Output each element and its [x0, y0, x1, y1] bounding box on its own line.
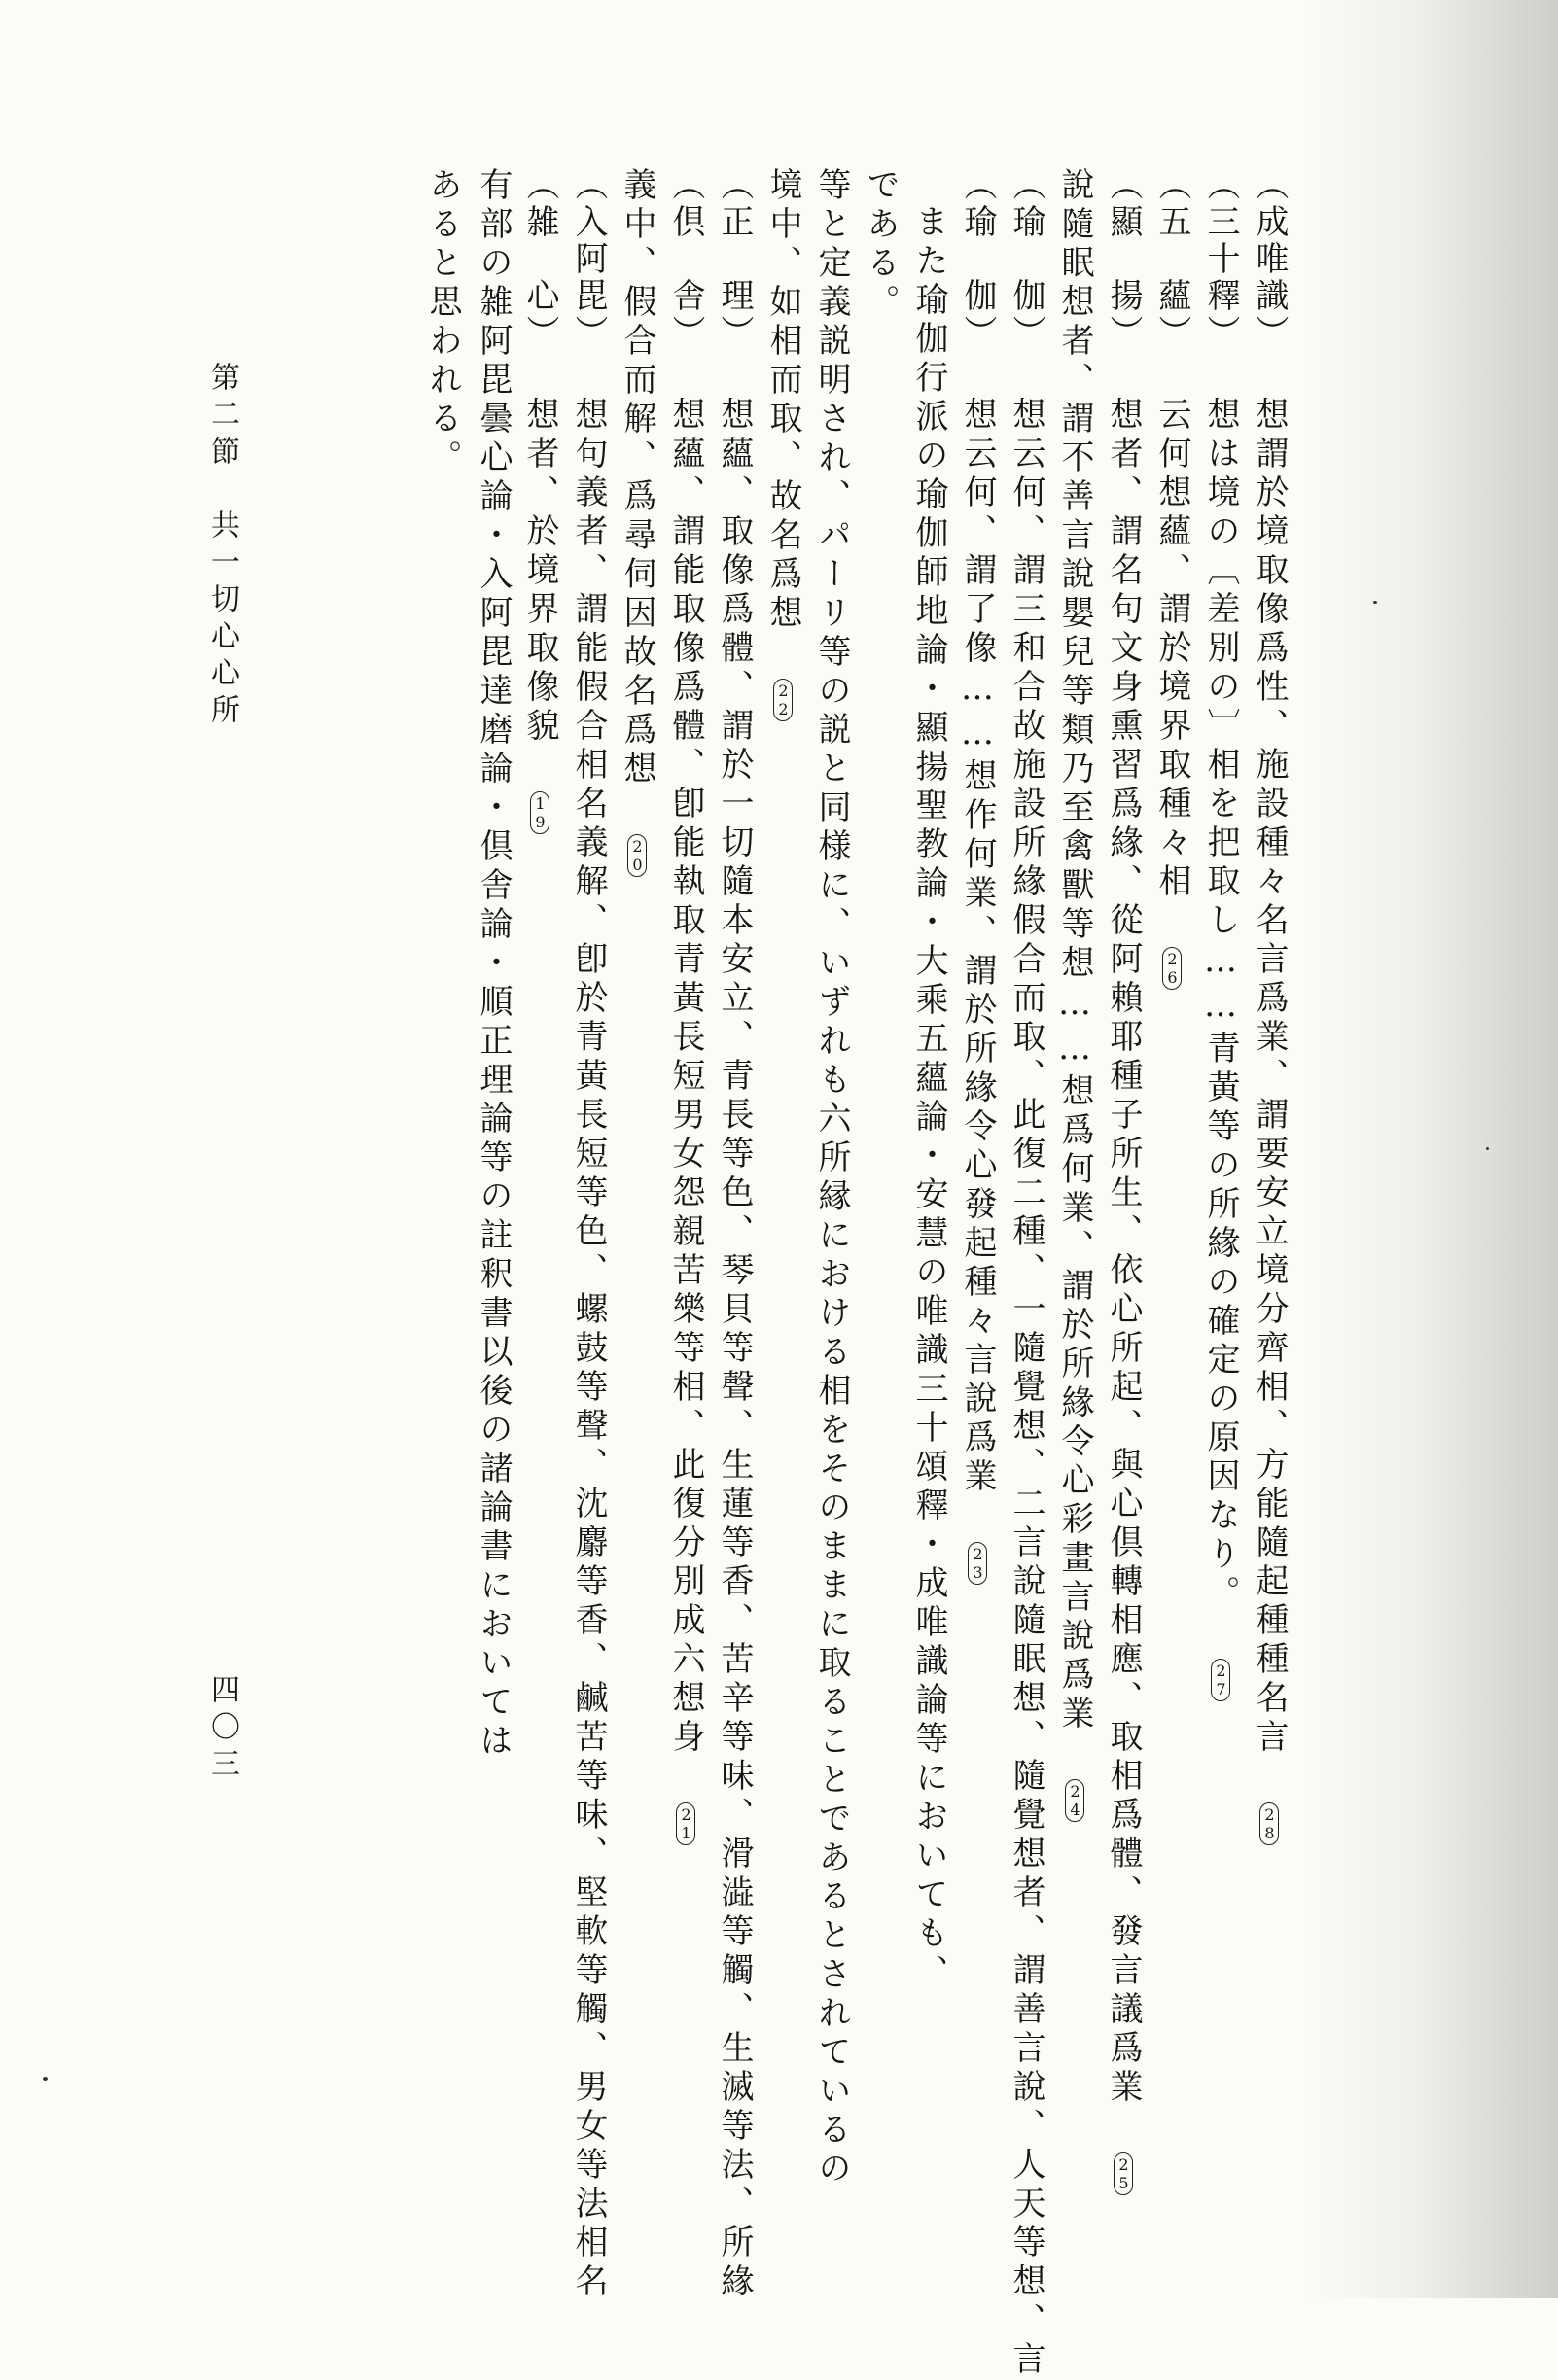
- citation-column: [1009, 167, 1043, 2380]
- footnote-marker: 20: [627, 834, 647, 877]
- source-label: （顯 揚）: [1104, 167, 1143, 352]
- column-text: である。: [861, 167, 900, 323]
- scan-speck: [1486, 1147, 1489, 1150]
- column-text: 境中、如相而取、故名爲想: [763, 167, 802, 634]
- citation-column: [666, 167, 705, 1845]
- column-text: 云何想蘊、謂於境界取種々相: [1152, 397, 1191, 902]
- source-label: （三十釋）: [1201, 167, 1240, 352]
- text-column: [763, 167, 802, 721]
- text-column: [861, 167, 900, 323]
- text-column: [1055, 167, 1094, 1822]
- column-text: 想謂於境取像爲性、施設種々名言爲業、謂要安立境分齊相、方能隨起種種名言: [1250, 397, 1289, 1758]
- footnote-marker: 28: [1259, 1802, 1279, 1845]
- column-text: 想者、於境界取像貌: [520, 397, 559, 747]
- citation-column: [1104, 167, 1143, 2195]
- page-number-block: [200, 1674, 243, 1785]
- footnote-marker: 25: [1114, 2152, 1133, 2195]
- column-text: 等と定義説明され、パーリ等の説と同様に、いずれも六所縁における相をそのままに取ることであるとされているの: [812, 167, 851, 2189]
- footnote-marker: 23: [968, 1542, 987, 1585]
- source-label: （雑 心）: [520, 167, 559, 352]
- column-text: 義中、假合而解、爲尋伺因故名爲想: [618, 167, 656, 789]
- source-label: （瑜 伽）: [1007, 167, 1045, 352]
- section-title: 第二節 共一切心心所: [205, 362, 239, 731]
- footnote-marker: 22: [773, 679, 793, 721]
- column-text: 想蘊、謂能取像爲體、卽能執取青黃長短男女怨親苦樂等相、此復分別成六想身: [666, 397, 705, 1758]
- column-text: あると思われる。: [423, 167, 462, 478]
- citation-column: [569, 167, 608, 2302]
- source-label: （瑜 伽）: [958, 167, 997, 352]
- column-text: 想云何、謂了像……想作何業、謂於所緣令心發起種々言說爲業: [958, 397, 997, 1497]
- citation-column: [1152, 167, 1191, 990]
- page-number: 四〇三: [205, 1674, 239, 1785]
- footnote-marker: 26: [1162, 947, 1182, 990]
- footnote-marker: 19: [530, 791, 549, 834]
- citation-column: [958, 167, 997, 1585]
- scan-shadow: [1305, 0, 1558, 2298]
- column-text: 想者、謂名句文身熏習爲緣、從阿賴耶種子所生、依心所起、與心倶轉相應、取相爲體、發言議爲業: [1104, 397, 1143, 2108]
- text-column: [909, 204, 948, 1993]
- column-text: 想云何、謂三和合故施設所緣假合而取、此復二種、一隨覺想、二言說隨眠想、隨覺想者、謂善言說、人天等想、言: [1007, 397, 1045, 2380]
- footnote-marker: 27: [1211, 1659, 1230, 1701]
- column-text: 想は境の〔差別の〕相を把取し……青黃等の所緣の確定の原因なり。: [1201, 397, 1240, 1614]
- source-label: （成唯識）: [1250, 167, 1289, 352]
- source-label: （五 蘊）: [1152, 167, 1191, 352]
- source-label: （倶 舎）: [666, 167, 705, 352]
- column-text: 說隨眠想者、謂不善言說嬰兒等類乃至禽獸等想……想爲何業、謂於所緣令心彩畫言說爲業: [1055, 167, 1094, 1734]
- citation-column: [1250, 167, 1289, 1845]
- column-text: 想蘊、取像爲體、謂於一切隨本安立、青長等色、琴貝等聲、生蓮等香、苦辛等味、滑澁等觸、生滅等法、所緣: [715, 397, 754, 2302]
- source-label: （入阿毘）: [569, 167, 608, 352]
- text-column: [474, 167, 513, 1762]
- column-text: また瑜伽行派の瑜伽師地論・顯揚聖教論・大乘五蘊論・安慧の唯識三十頌釋・成唯識論等においても、: [909, 204, 948, 1993]
- footnote-marker: 21: [676, 1802, 695, 1845]
- footnote-marker: 24: [1065, 1779, 1084, 1822]
- scan-speck: [1373, 601, 1377, 604]
- text-column: [812, 167, 851, 2189]
- source-label: （正 理）: [715, 167, 754, 352]
- text-column: [620, 167, 654, 877]
- citation-column: [1201, 167, 1240, 1701]
- column-text: 有部の雑阿毘曇心論・入阿毘達磨論・倶舎論・順正理論等の註釈書以後の諸論書においては: [474, 167, 513, 1762]
- text-column: [423, 167, 462, 478]
- citation-column: [715, 167, 754, 2302]
- running-footer: [200, 362, 243, 731]
- scan-speck: [43, 2077, 48, 2081]
- citation-column: [520, 167, 559, 834]
- column-text: 想句義者、謂能假合相名義解、卽於青黃長短等色、螺鼓等聲、沈麝等香、鹹苦等味、堅軟等觸、男女等法相名: [569, 397, 608, 2302]
